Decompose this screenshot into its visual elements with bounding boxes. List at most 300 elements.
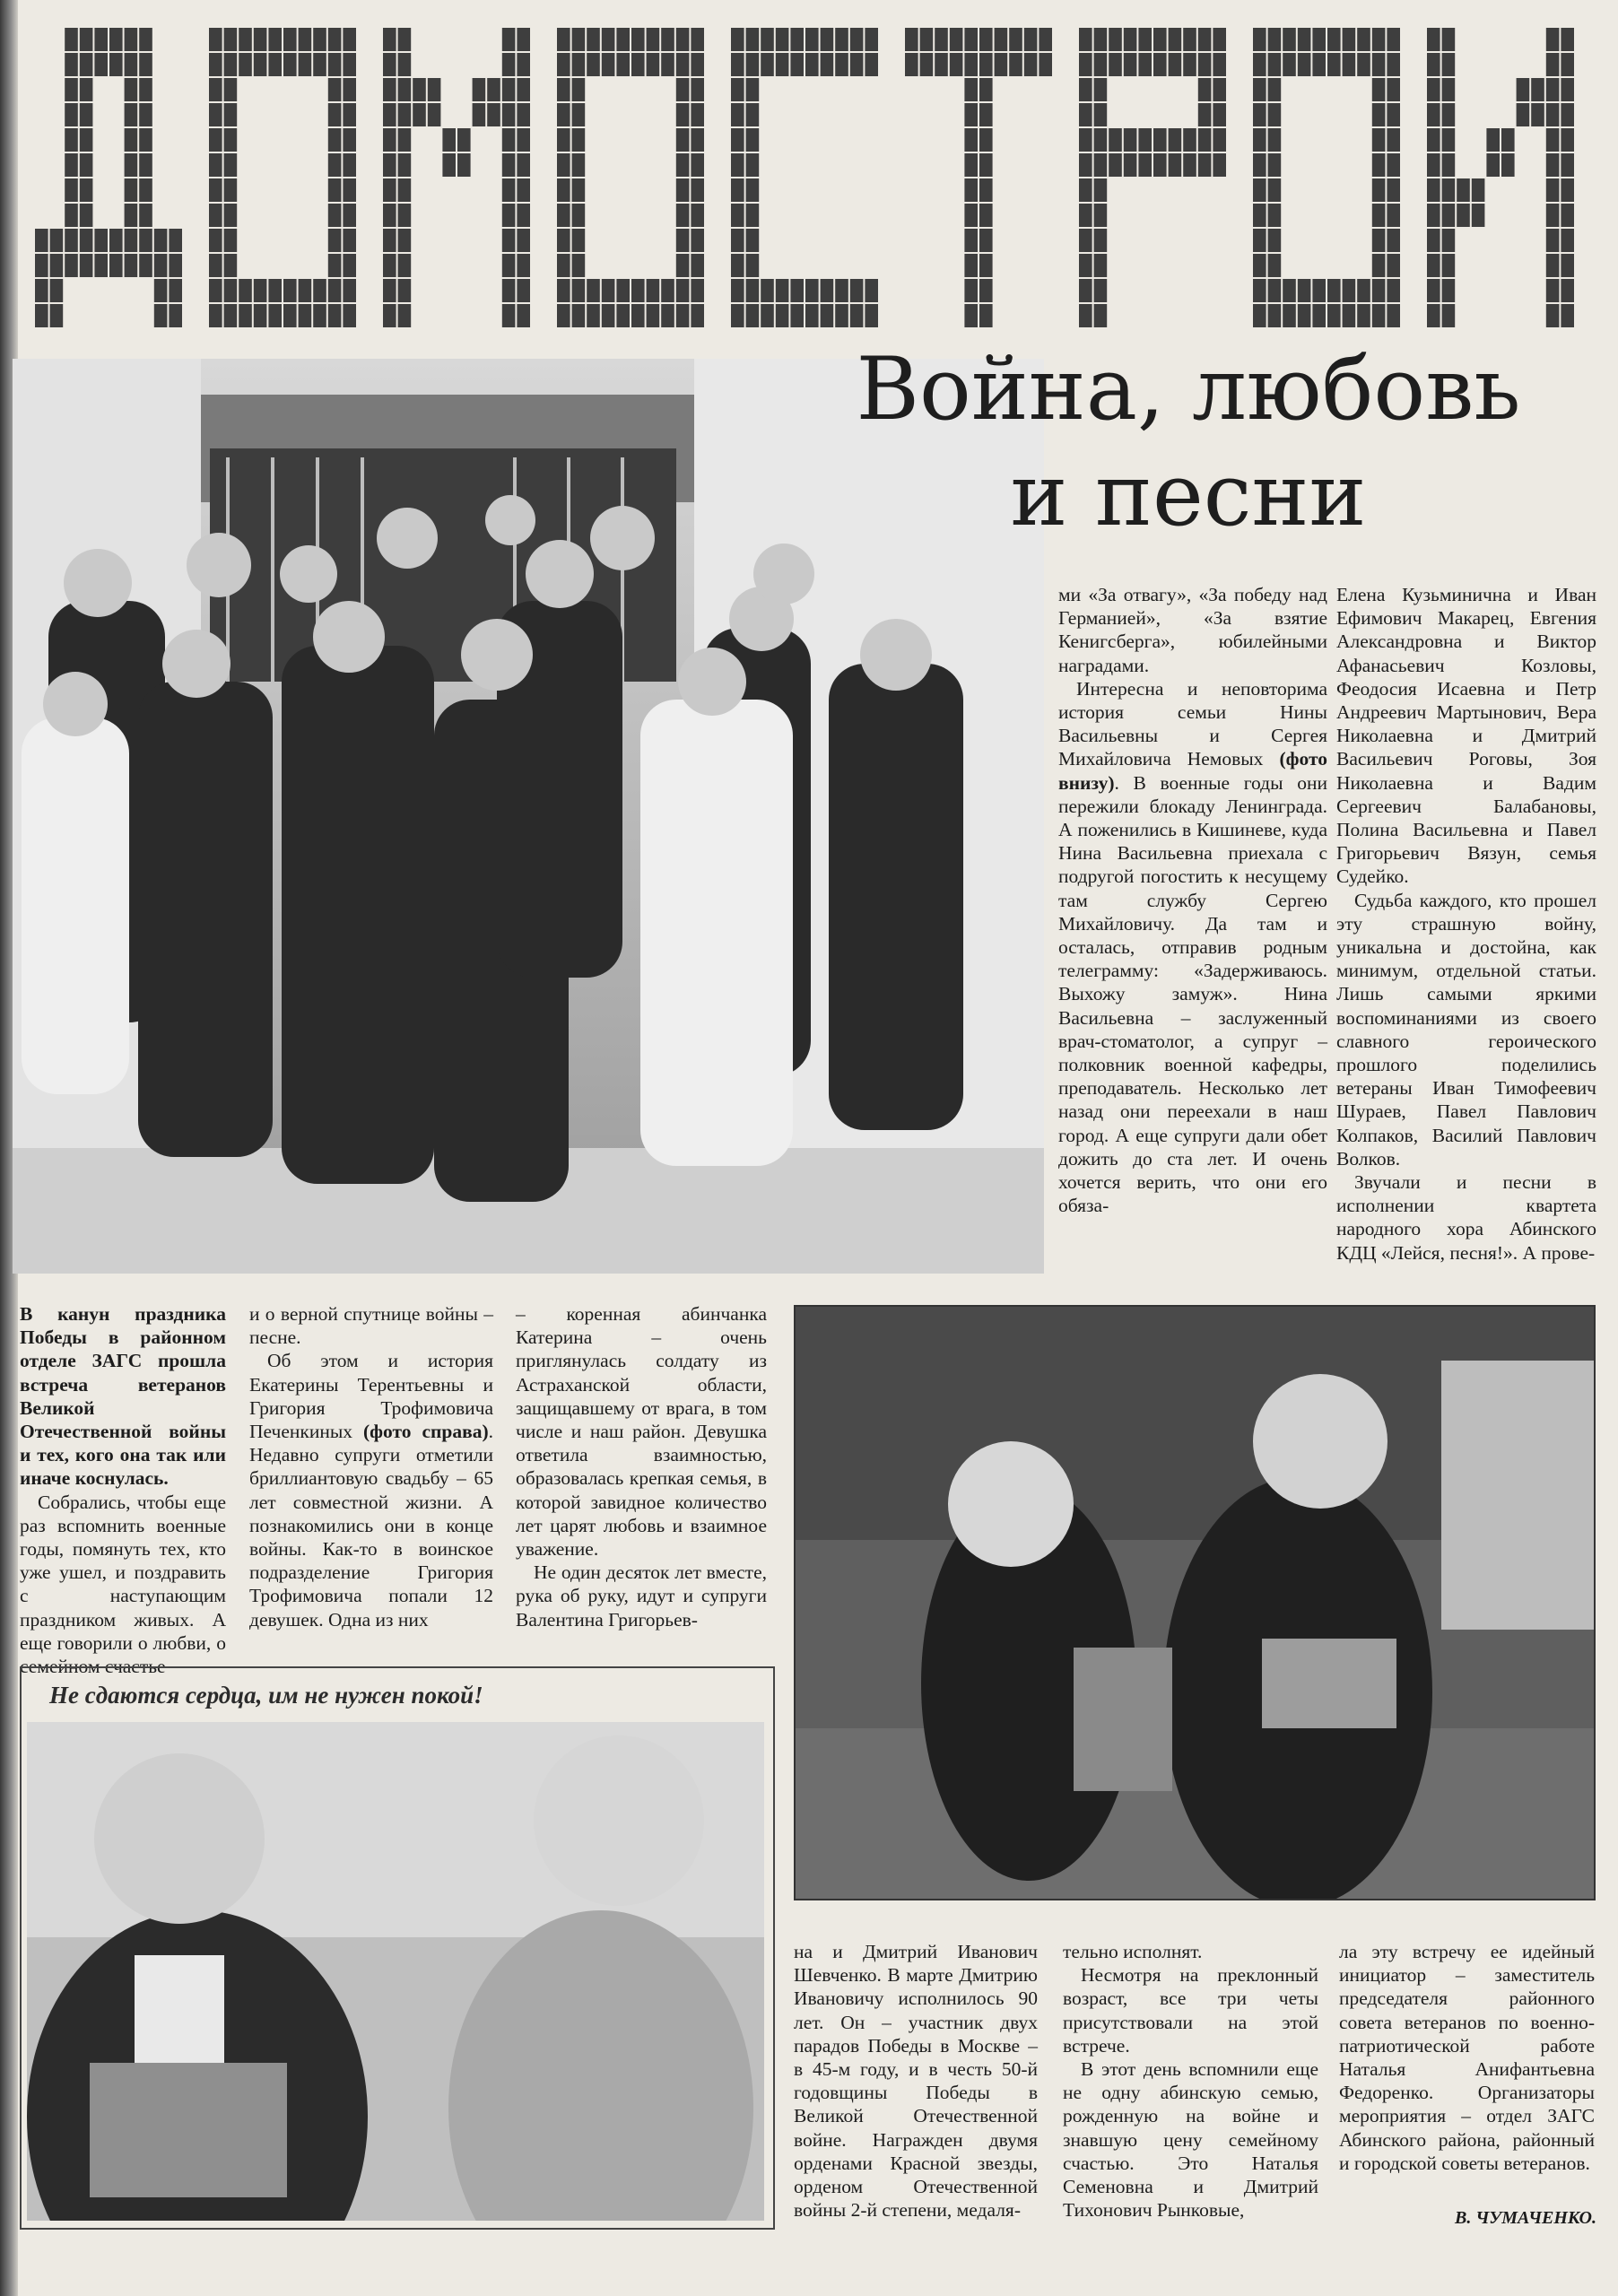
masthead-tile: [1427, 103, 1440, 126]
masthead-tile: [676, 153, 690, 177]
masthead-tile: [343, 153, 356, 177]
masthead-tile: [268, 28, 282, 51]
masthead-tile: [1372, 53, 1386, 76]
masthead-tile: [805, 279, 819, 302]
masthead-tile: [647, 279, 660, 302]
masthead-tile: [602, 28, 615, 51]
masthead-tile: [1213, 103, 1226, 126]
masthead-tile: [964, 53, 978, 76]
masthead-tile: [746, 279, 760, 302]
col-g-para-2: Судьба каждого, кто прошел эту страшную войну, уникальна и достойна, как минимум, отдельной статьи. Лишь самыми яркими воспоминаниями из своего славного героического прошлого поделились ветераны Иван Тимофеевич Шураев, Павел Павлович Колпаков, Василий Павлович Волков.: [1336, 889, 1596, 1170]
masthead-tile: [691, 28, 704, 51]
masthead-tile: [746, 53, 760, 76]
masthead-tile: [428, 78, 441, 101]
masthead-tile: [224, 78, 238, 101]
masthead-tile: [1079, 53, 1092, 76]
masthead-tile: [283, 28, 297, 51]
masthead-tile: [731, 153, 744, 177]
masthead-tile: [1024, 28, 1038, 51]
masthead-tile: [1531, 78, 1544, 101]
masthead-tile: [328, 178, 342, 202]
masthead-tile: [1312, 304, 1326, 327]
masthead-tile: [343, 304, 356, 327]
col-b-para-2: Об этом и история Екатерины Терентьевны и Григория Трофимовича Печенкиных (фото справа). Недавно супруги отметили бриллиантовую свадьбу – 65 лет совместной жизни. А познакомились они в конце войны. Как-то в воинское подразделение Григория Трофимовича попали 12 девушек. Одна из них: [249, 1350, 493, 1631]
col-c-para-2: Не один десяток лет вместе, рука об руку, идут и супруги Валентина Григорьев-: [516, 1561, 767, 1631]
masthead-tile: [557, 229, 570, 252]
masthead-tile: [776, 304, 789, 327]
masthead-tile: [1561, 103, 1574, 126]
column-a: [20, 1302, 226, 1678]
masthead-tile: [313, 53, 326, 76]
masthead-tile: [209, 229, 222, 252]
masthead-tile: [299, 279, 312, 302]
masthead-tile: [502, 78, 516, 101]
masthead-tile: [1561, 204, 1574, 227]
masthead-tile: [209, 28, 222, 51]
masthead-tile: [1094, 229, 1108, 252]
masthead-tile: [1387, 103, 1400, 126]
masthead-tile: [691, 78, 704, 101]
masthead-tile: [631, 53, 645, 76]
masthead-tile: [283, 53, 297, 76]
masthead-tile: [676, 178, 690, 202]
headline-line-2: и песни: [1010, 445, 1367, 545]
masthead-tile: [1253, 78, 1266, 101]
masthead-tile: [1372, 153, 1386, 177]
masthead-tile: [80, 28, 93, 51]
masthead-tile: [865, 279, 878, 302]
masthead-tile: [328, 153, 342, 177]
masthead-tile: [428, 103, 441, 126]
masthead-tile: [1442, 178, 1456, 202]
masthead-tile: [442, 153, 456, 177]
masthead-tile-lettering: [27, 9, 1596, 350]
masthead-tile: [1268, 103, 1282, 126]
masthead-tile: [572, 128, 586, 152]
masthead-tile: [343, 279, 356, 302]
masthead-tile: [1561, 28, 1574, 51]
masthead-tile: [1343, 304, 1356, 327]
masthead-tile: [1546, 78, 1560, 101]
masthead-tile: [328, 229, 342, 252]
masthead-tile: [746, 229, 760, 252]
masthead-tile: [139, 178, 152, 202]
masthead-tile: [65, 229, 78, 252]
masthead-tile: [1372, 103, 1386, 126]
masthead-tile: [821, 279, 834, 302]
masthead-tile: [517, 103, 530, 126]
masthead-tile: [502, 103, 516, 126]
masthead-tile: [1109, 53, 1122, 76]
masthead-tile: [676, 78, 690, 101]
masthead-tile: [154, 304, 168, 327]
masthead-tile: [169, 254, 182, 277]
masthead-tile: [1561, 254, 1574, 277]
masthead-tile: [299, 28, 312, 51]
masthead-tile: [761, 304, 774, 327]
masthead-tile: [502, 229, 516, 252]
masthead-tile: [979, 254, 993, 277]
masthead-tile: [50, 229, 64, 252]
masthead-tile: [1427, 279, 1440, 302]
masthead-tile: [1094, 153, 1108, 177]
masthead-tile: [805, 28, 819, 51]
masthead-tile: [1268, 204, 1282, 227]
masthead-tile: [572, 279, 586, 302]
masthead-tile: [328, 103, 342, 126]
masthead-tile: [343, 28, 356, 51]
masthead-tile: [835, 304, 848, 327]
masthead-tile: [328, 254, 342, 277]
masthead-tile: [1357, 53, 1370, 76]
masthead-tile: [109, 53, 123, 76]
masthead-tile: [1268, 178, 1282, 202]
masthead-tile: [343, 178, 356, 202]
masthead-tile: [1387, 178, 1400, 202]
masthead-tile: [1213, 153, 1226, 177]
masthead-tile: [776, 279, 789, 302]
masthead-tile: [557, 204, 570, 227]
masthead-tile: [1213, 78, 1226, 101]
masthead-tile: [209, 178, 222, 202]
masthead-tile: [80, 229, 93, 252]
masthead-tile: [1343, 53, 1356, 76]
masthead-tile: [1546, 304, 1560, 327]
masthead-tile: [746, 254, 760, 277]
masthead-tile: [1343, 279, 1356, 302]
masthead-tile: [1094, 53, 1108, 76]
masthead-tile: [1183, 53, 1196, 76]
byline: В. ЧУМАЧЕНКО.: [1454, 2208, 1596, 2228]
masthead-tile: [1486, 128, 1500, 152]
masthead-tile: [821, 53, 834, 76]
masthead-tile: [1427, 254, 1440, 277]
masthead-tile: [1372, 204, 1386, 227]
masthead-tile: [1169, 128, 1182, 152]
masthead-tile: [1427, 178, 1440, 202]
masthead-tile: [1472, 204, 1485, 227]
masthead-tile: [383, 229, 396, 252]
masthead-tile: [94, 254, 108, 277]
masthead-tile: [691, 279, 704, 302]
masthead-tile: [398, 254, 412, 277]
masthead-tile: [631, 28, 645, 51]
masthead-tile: [1268, 304, 1282, 327]
masthead-tile: [1253, 178, 1266, 202]
masthead-tile: [1153, 53, 1167, 76]
masthead-tile: [950, 28, 963, 51]
masthead-tile: [979, 78, 993, 101]
masthead-tile: [661, 53, 674, 76]
masthead-tile: [572, 254, 586, 277]
masthead-tile: [616, 28, 630, 51]
masthead-tile: [1079, 254, 1092, 277]
masthead-tile: [587, 28, 600, 51]
masthead-tile: [383, 254, 396, 277]
masthead-tile: [1561, 153, 1574, 177]
masthead-tile: [1312, 28, 1326, 51]
masthead-tile: [398, 53, 412, 76]
col-b-para-1: и о верной спутнице войны – песне.: [249, 1303, 493, 1349]
masthead-tile: [1268, 229, 1282, 252]
masthead-tile: [850, 279, 864, 302]
masthead-tile: [94, 229, 108, 252]
masthead-tile: [139, 53, 152, 76]
masthead-tile: [1079, 204, 1092, 227]
masthead-tile: [139, 28, 152, 51]
masthead-tile: [383, 128, 396, 152]
masthead-tile: [1079, 78, 1092, 101]
masthead-tile: [1546, 254, 1560, 277]
masthead-tile: [676, 304, 690, 327]
masthead-tile: [572, 28, 586, 51]
masthead-tile: [1253, 204, 1266, 227]
masthead-tile: [790, 28, 804, 51]
masthead-tile: [761, 53, 774, 76]
masthead-tile: [746, 178, 760, 202]
masthead-tile: [517, 254, 530, 277]
column-f: [1063, 1940, 1318, 2222]
masthead-tile: [328, 204, 342, 227]
masthead-tile: [1327, 28, 1341, 51]
masthead-tile: [1531, 103, 1544, 126]
masthead-tile: [1427, 229, 1440, 252]
masthead-tile: [1094, 279, 1108, 302]
masthead-tile: [224, 178, 238, 202]
masthead-tile: [1268, 28, 1282, 51]
masthead-tile: [254, 279, 267, 302]
masthead-tile: [413, 103, 426, 126]
masthead-tile: [239, 53, 252, 76]
masthead-tile: [1517, 78, 1530, 101]
masthead-tile: [964, 254, 978, 277]
masthead-tile: [328, 53, 342, 76]
masthead-tile: [65, 178, 78, 202]
masthead-tile: [964, 78, 978, 101]
masthead-tile: [398, 128, 412, 152]
masthead-tile: [1298, 304, 1311, 327]
masthead-tile: [139, 204, 152, 227]
masthead-tile: [1442, 153, 1456, 177]
masthead-tile: [572, 304, 586, 327]
masthead-tile: [1253, 254, 1266, 277]
masthead-tile: [731, 53, 744, 76]
masthead-tile: [80, 78, 93, 101]
masthead-tile: [169, 304, 182, 327]
masthead-tile: [1138, 53, 1152, 76]
masthead-tile: [602, 279, 615, 302]
masthead-tile: [35, 229, 48, 252]
masthead: [27, 9, 1596, 350]
masthead-tile: [1169, 28, 1182, 51]
masthead-tile: [283, 304, 297, 327]
masthead-tile: [676, 204, 690, 227]
masthead-tile: [1109, 153, 1122, 177]
masthead-tile: [1501, 128, 1515, 152]
masthead-tile: [1327, 304, 1341, 327]
masthead-tile: [1024, 53, 1038, 76]
masthead-tile: [268, 304, 282, 327]
masthead-tile: [109, 254, 123, 277]
masthead-tile: [557, 78, 570, 101]
masthead-tile: [557, 254, 570, 277]
masthead-tile: [1094, 304, 1108, 327]
masthead-tile: [398, 153, 412, 177]
masthead-tile: [1079, 153, 1092, 177]
masthead-tile: [676, 229, 690, 252]
masthead-tile: [1079, 128, 1092, 152]
masthead-tile: [731, 204, 744, 227]
masthead-tile: [125, 153, 138, 177]
masthead-tile: [1561, 53, 1574, 76]
masthead-tile: [691, 128, 704, 152]
masthead-tile: [35, 254, 48, 277]
masthead-tile: [442, 128, 456, 152]
masthead-tile: [1343, 28, 1356, 51]
masthead-tile: [979, 279, 993, 302]
masthead-tile: [398, 204, 412, 227]
masthead-tile: [835, 53, 848, 76]
masthead-tile: [557, 178, 570, 202]
masthead-tile: [254, 53, 267, 76]
masthead-tile: [154, 229, 168, 252]
masthead-tile: [383, 204, 396, 227]
masthead-tile: [487, 103, 500, 126]
masthead-tile: [647, 53, 660, 76]
masthead-tile: [1442, 204, 1456, 227]
masthead-tile: [1372, 229, 1386, 252]
masthead-tile: [572, 53, 586, 76]
masthead-tile: [557, 279, 570, 302]
masthead-tile: [209, 279, 222, 302]
masthead-tile: [268, 279, 282, 302]
masthead-tile: [1253, 128, 1266, 152]
masthead-tile: [905, 28, 918, 51]
masthead-tile: [209, 53, 222, 76]
masthead-tile: [1298, 28, 1311, 51]
masthead-tile: [1253, 53, 1266, 76]
masthead-tile: [125, 103, 138, 126]
col-f-para-2: Несмотря на преклонный возраст, все три четы присутствовали на этой встрече.: [1063, 1964, 1318, 2057]
masthead-tile: [1079, 279, 1092, 302]
masthead-tile: [139, 128, 152, 152]
masthead-tile: [1442, 128, 1456, 152]
masthead-tile: [1372, 254, 1386, 277]
masthead-tile: [731, 304, 744, 327]
masthead-tile: [1427, 204, 1440, 227]
masthead-tile: [1079, 103, 1092, 126]
masthead-tile: [821, 28, 834, 51]
masthead-tile: [383, 304, 396, 327]
masthead-tile: [1253, 279, 1266, 302]
masthead-tile: [616, 304, 630, 327]
masthead-tile: [1198, 103, 1212, 126]
masthead-tile: [209, 128, 222, 152]
masthead-tile: [790, 279, 804, 302]
masthead-tile: [1198, 153, 1212, 177]
masthead-tile: [1039, 28, 1052, 51]
masthead-tile: [1094, 204, 1108, 227]
masthead-tile: [557, 128, 570, 152]
masthead-tile: [572, 204, 586, 227]
masthead-tile: [776, 28, 789, 51]
masthead-tile: [343, 103, 356, 126]
masthead-tile: [1253, 229, 1266, 252]
masthead-tile: [125, 254, 138, 277]
masthead-tile: [1546, 279, 1560, 302]
masthead-tile: [1561, 304, 1574, 327]
masthead-tile: [1357, 304, 1370, 327]
masthead-tile: [1138, 28, 1152, 51]
masthead-tile: [328, 128, 342, 152]
masthead-tile: [865, 28, 878, 51]
masthead-tile: [1561, 279, 1574, 302]
masthead-tile: [1312, 53, 1326, 76]
masthead-tile: [1009, 53, 1022, 76]
masthead-tile: [1183, 128, 1196, 152]
masthead-tile: [224, 53, 238, 76]
masthead-tile: [1283, 304, 1296, 327]
masthead-tile: [979, 304, 993, 327]
masthead-tile: [1442, 254, 1456, 277]
masthead-tile: [1442, 304, 1456, 327]
masthead-tile: [1457, 204, 1470, 227]
masthead-tile: [80, 128, 93, 152]
masthead-tile: [1457, 178, 1470, 202]
masthead-tile: [209, 103, 222, 126]
masthead-tile: [1213, 53, 1226, 76]
inset-photo-caption: Не сдаются сердца, им не нужен покой!: [49, 1682, 483, 1709]
masthead-tile: [979, 53, 993, 76]
col-f-para-3: В этот день вспомнили еще не одну абинскую семью, рожденную на войне и знавшую цену семейному счастью. Это Наталья Семеновна и Дмитрий Тихонович Рынковые,: [1063, 2058, 1318, 2222]
masthead-tile: [821, 304, 834, 327]
masthead-tile: [964, 229, 978, 252]
masthead-tile: [1372, 128, 1386, 152]
masthead-tile: [139, 78, 152, 101]
masthead-tile: [1472, 178, 1485, 202]
masthead-tile: [1546, 103, 1560, 126]
masthead-tile: [691, 229, 704, 252]
masthead-tile: [154, 279, 168, 302]
masthead-tile: [835, 28, 848, 51]
masthead-tile: [1213, 28, 1226, 51]
masthead-tile: [383, 279, 396, 302]
masthead-tile: [1253, 304, 1266, 327]
masthead-tile: [1442, 78, 1456, 101]
masthead-tile: [1561, 128, 1574, 152]
masthead-tile: [572, 78, 586, 101]
masthead-tile: [328, 304, 342, 327]
masthead-tile: [517, 78, 530, 101]
masthead-tile: [1253, 153, 1266, 177]
masthead-tile: [1546, 204, 1560, 227]
masthead-tile: [1427, 78, 1440, 101]
col-a-para-2: Собрались, чтобы еще раз вспомнить военные годы, помянуть тех, кто уже ушел, и поздравить с наступающим праздником живых. А еще говорили о любви, о семейном счастье: [20, 1491, 226, 1678]
masthead-tile: [616, 53, 630, 76]
masthead-tile: [691, 254, 704, 277]
masthead-tile: [398, 304, 412, 327]
masthead-tile: [502, 304, 516, 327]
masthead-tile: [65, 153, 78, 177]
masthead-tile: [691, 153, 704, 177]
col-a-lead: В канун праздника Победы в районном отделе ЗАГС прошла встреча ветеранов Великой Отечественной войны и тех, кого она так или иначе коснулась.: [20, 1303, 226, 1490]
masthead-tile: [1372, 28, 1386, 51]
headline-line-1: Война, любовь: [856, 339, 1521, 439]
masthead-tile: [790, 304, 804, 327]
masthead-tile: [94, 53, 108, 76]
masthead-tile: [1253, 28, 1266, 51]
masthead-tile: [691, 304, 704, 327]
